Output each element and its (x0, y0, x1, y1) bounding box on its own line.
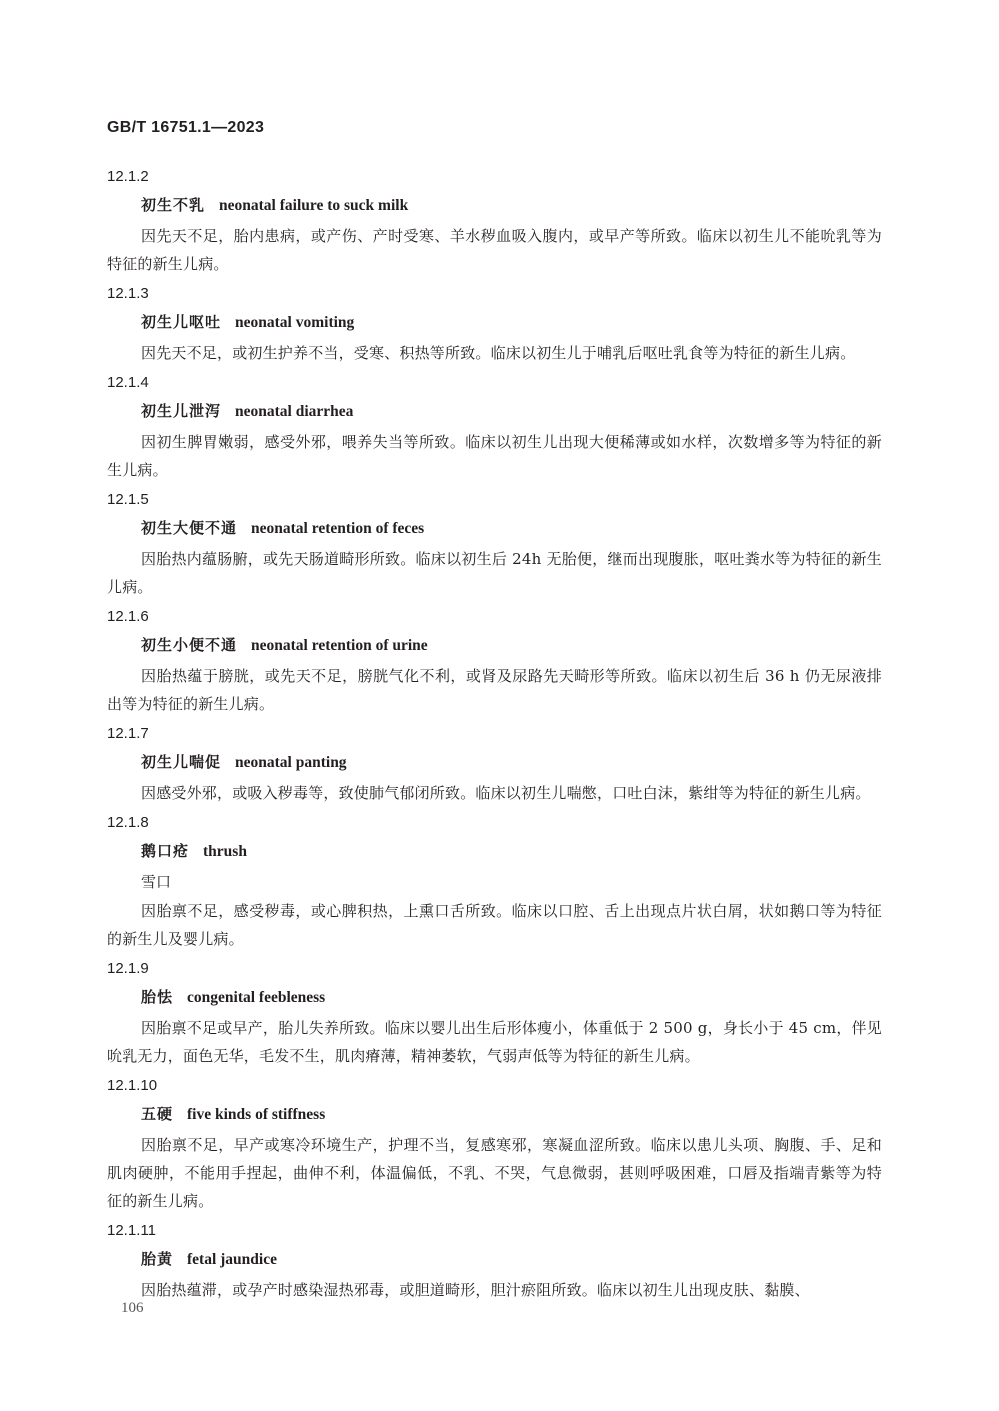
term-number: 12.1.6 (107, 608, 149, 625)
term-number: 12.1.8 (107, 814, 149, 831)
term-definition: 因胎禀不足或早产，胎儿失养所致。临床以婴儿出生后形体瘦小，体重低于 2 500 g，身长小于 45 cm，伴见吮乳无力，面色无华，毛发不生，肌肉瘠薄，精神萎软，气弱声低等为特征的新生儿病。 (107, 1019, 882, 1065)
term-heading (107, 306, 882, 339)
term-definition: 因胎热蕴滞，或孕产时感染湿热邪毒，或胆道畸形，胆汁瘀阻所致。临床以初生儿出现皮肤、黏膜、 (141, 1281, 810, 1299)
term-number: 12.1.3 (107, 285, 149, 302)
term-definition: 因胎禀不足，早产或寒冷环境生产，护理不当，复感寒邪，寒凝血涩所致。临床以患儿头项、胸腹、手、足和肌肉硬肿，不能用手捏起，曲伸不利，体温偏低，不乳、不哭，气息微弱，甚则呼吸困难，口唇及指端青紫等为特征的新生儿病。 (107, 1136, 882, 1210)
term-chinese: 初生小便不通 (141, 636, 238, 654)
term-number: 12.1.11 (107, 1222, 156, 1239)
term-english: thrush (203, 843, 247, 860)
term-entry-12-1-10 (107, 1074, 882, 1217)
terms-content (107, 163, 882, 1306)
term-heading (107, 1098, 882, 1131)
term-entry-12-1-9 (107, 957, 882, 1072)
term-heading (107, 189, 882, 222)
term-chinese: 胎黄 (141, 1250, 174, 1268)
term-number: 12.1.4 (107, 374, 149, 391)
term-number: 12.1.5 (107, 491, 149, 508)
standard-code-header: GB/T 16751.1—2023 (107, 119, 265, 136)
term-entry-12-1-7 (107, 722, 882, 809)
term-entry-12-1-8 (107, 811, 882, 955)
term-number: 12.1.9 (107, 960, 149, 977)
term-entry-12-1-5 (107, 488, 882, 603)
term-english: neonatal vomiting (235, 314, 355, 331)
term-chinese: 初生大便不通 (141, 519, 238, 537)
term-entry-12-1-4 (107, 371, 882, 486)
term-english: five kinds of stiffness (187, 1106, 326, 1123)
term-english: congenital feebleness (187, 989, 326, 1006)
term-definition: 因胎热蕴于膀胱，或先天不足，膀胱气化不利，或肾及尿路先天畸形等所致。临床以初生后 36 h 仍无尿液排出等为特征的新生儿病。 (107, 667, 882, 713)
term-chinese: 初生儿喘促 (141, 753, 222, 771)
term-entry-12-1-3 (107, 282, 882, 369)
term-chinese: 鹅口疮 (141, 842, 190, 860)
term-definition: 因先天不足，胎内患病，或产伤、产时受寒、羊水秽血吸入腹内，或早产等所致。临床以初生儿不能吮乳等为特征的新生儿病。 (107, 227, 882, 273)
term-number: 12.1.2 (107, 168, 149, 185)
term-english: fetal jaundice (187, 1251, 277, 1268)
term-english: neonatal diarrhea (235, 403, 354, 420)
term-heading (107, 746, 882, 779)
term-definition: 因胎热内蕴肠腑，或先天肠道畸形所致。临床以初生后 24h 无胎便，继而出现腹胀，呕吐粪水等为特征的新生儿病。 (107, 550, 882, 596)
term-heading (107, 512, 882, 545)
term-heading (107, 395, 882, 428)
term-definition: 因先天不足，或初生护养不当，受寒、积热等所致。临床以初生儿于哺乳后呕吐乳食等为特征的新生儿病。 (141, 344, 856, 362)
term-entry-12-1-11 (107, 1219, 882, 1306)
term-english: neonatal panting (235, 754, 347, 771)
term-definition: 因初生脾胃嫩弱，感受外邪，喂养失当等所致。临床以初生儿出现大便稀薄或如水样，次数增多等为特征的新生儿病。 (107, 433, 882, 479)
term-synonym: 雪口 (141, 873, 172, 891)
term-number: 12.1.10 (107, 1077, 158, 1094)
term-entry-12-1-6 (107, 605, 882, 720)
page-number: 106 (121, 1300, 144, 1316)
term-chinese: 五硬 (141, 1105, 174, 1123)
term-chinese: 胎怯 (141, 988, 174, 1006)
term-entry-12-1-2 (107, 165, 882, 280)
term-definition: 因胎禀不足，感受秽毒，或心脾积热，上熏口舌所致。临床以口腔、舌上出现点片状白屑，状如鹅口等为特征的新生儿及婴儿病。 (107, 902, 882, 948)
term-number: 12.1.7 (107, 725, 149, 742)
term-definition: 因感受外邪，或吸入秽毒等，致使肺气郁闭所致。临床以初生儿喘憋，口吐白沫，紫绀等为特征的新生儿病。 (141, 784, 871, 802)
term-english: neonatal retention of urine (251, 637, 428, 654)
term-heading (107, 981, 882, 1014)
term-chinese: 初生儿呕吐 (141, 313, 222, 331)
term-chinese: 初生儿泄泻 (141, 402, 222, 420)
term-heading (107, 1243, 882, 1276)
term-heading (107, 629, 882, 662)
term-english: neonatal retention of feces (251, 520, 425, 537)
term-heading (107, 835, 882, 868)
term-chinese: 初生不乳 (141, 196, 206, 214)
term-english: neonatal failure to suck milk (219, 197, 409, 214)
